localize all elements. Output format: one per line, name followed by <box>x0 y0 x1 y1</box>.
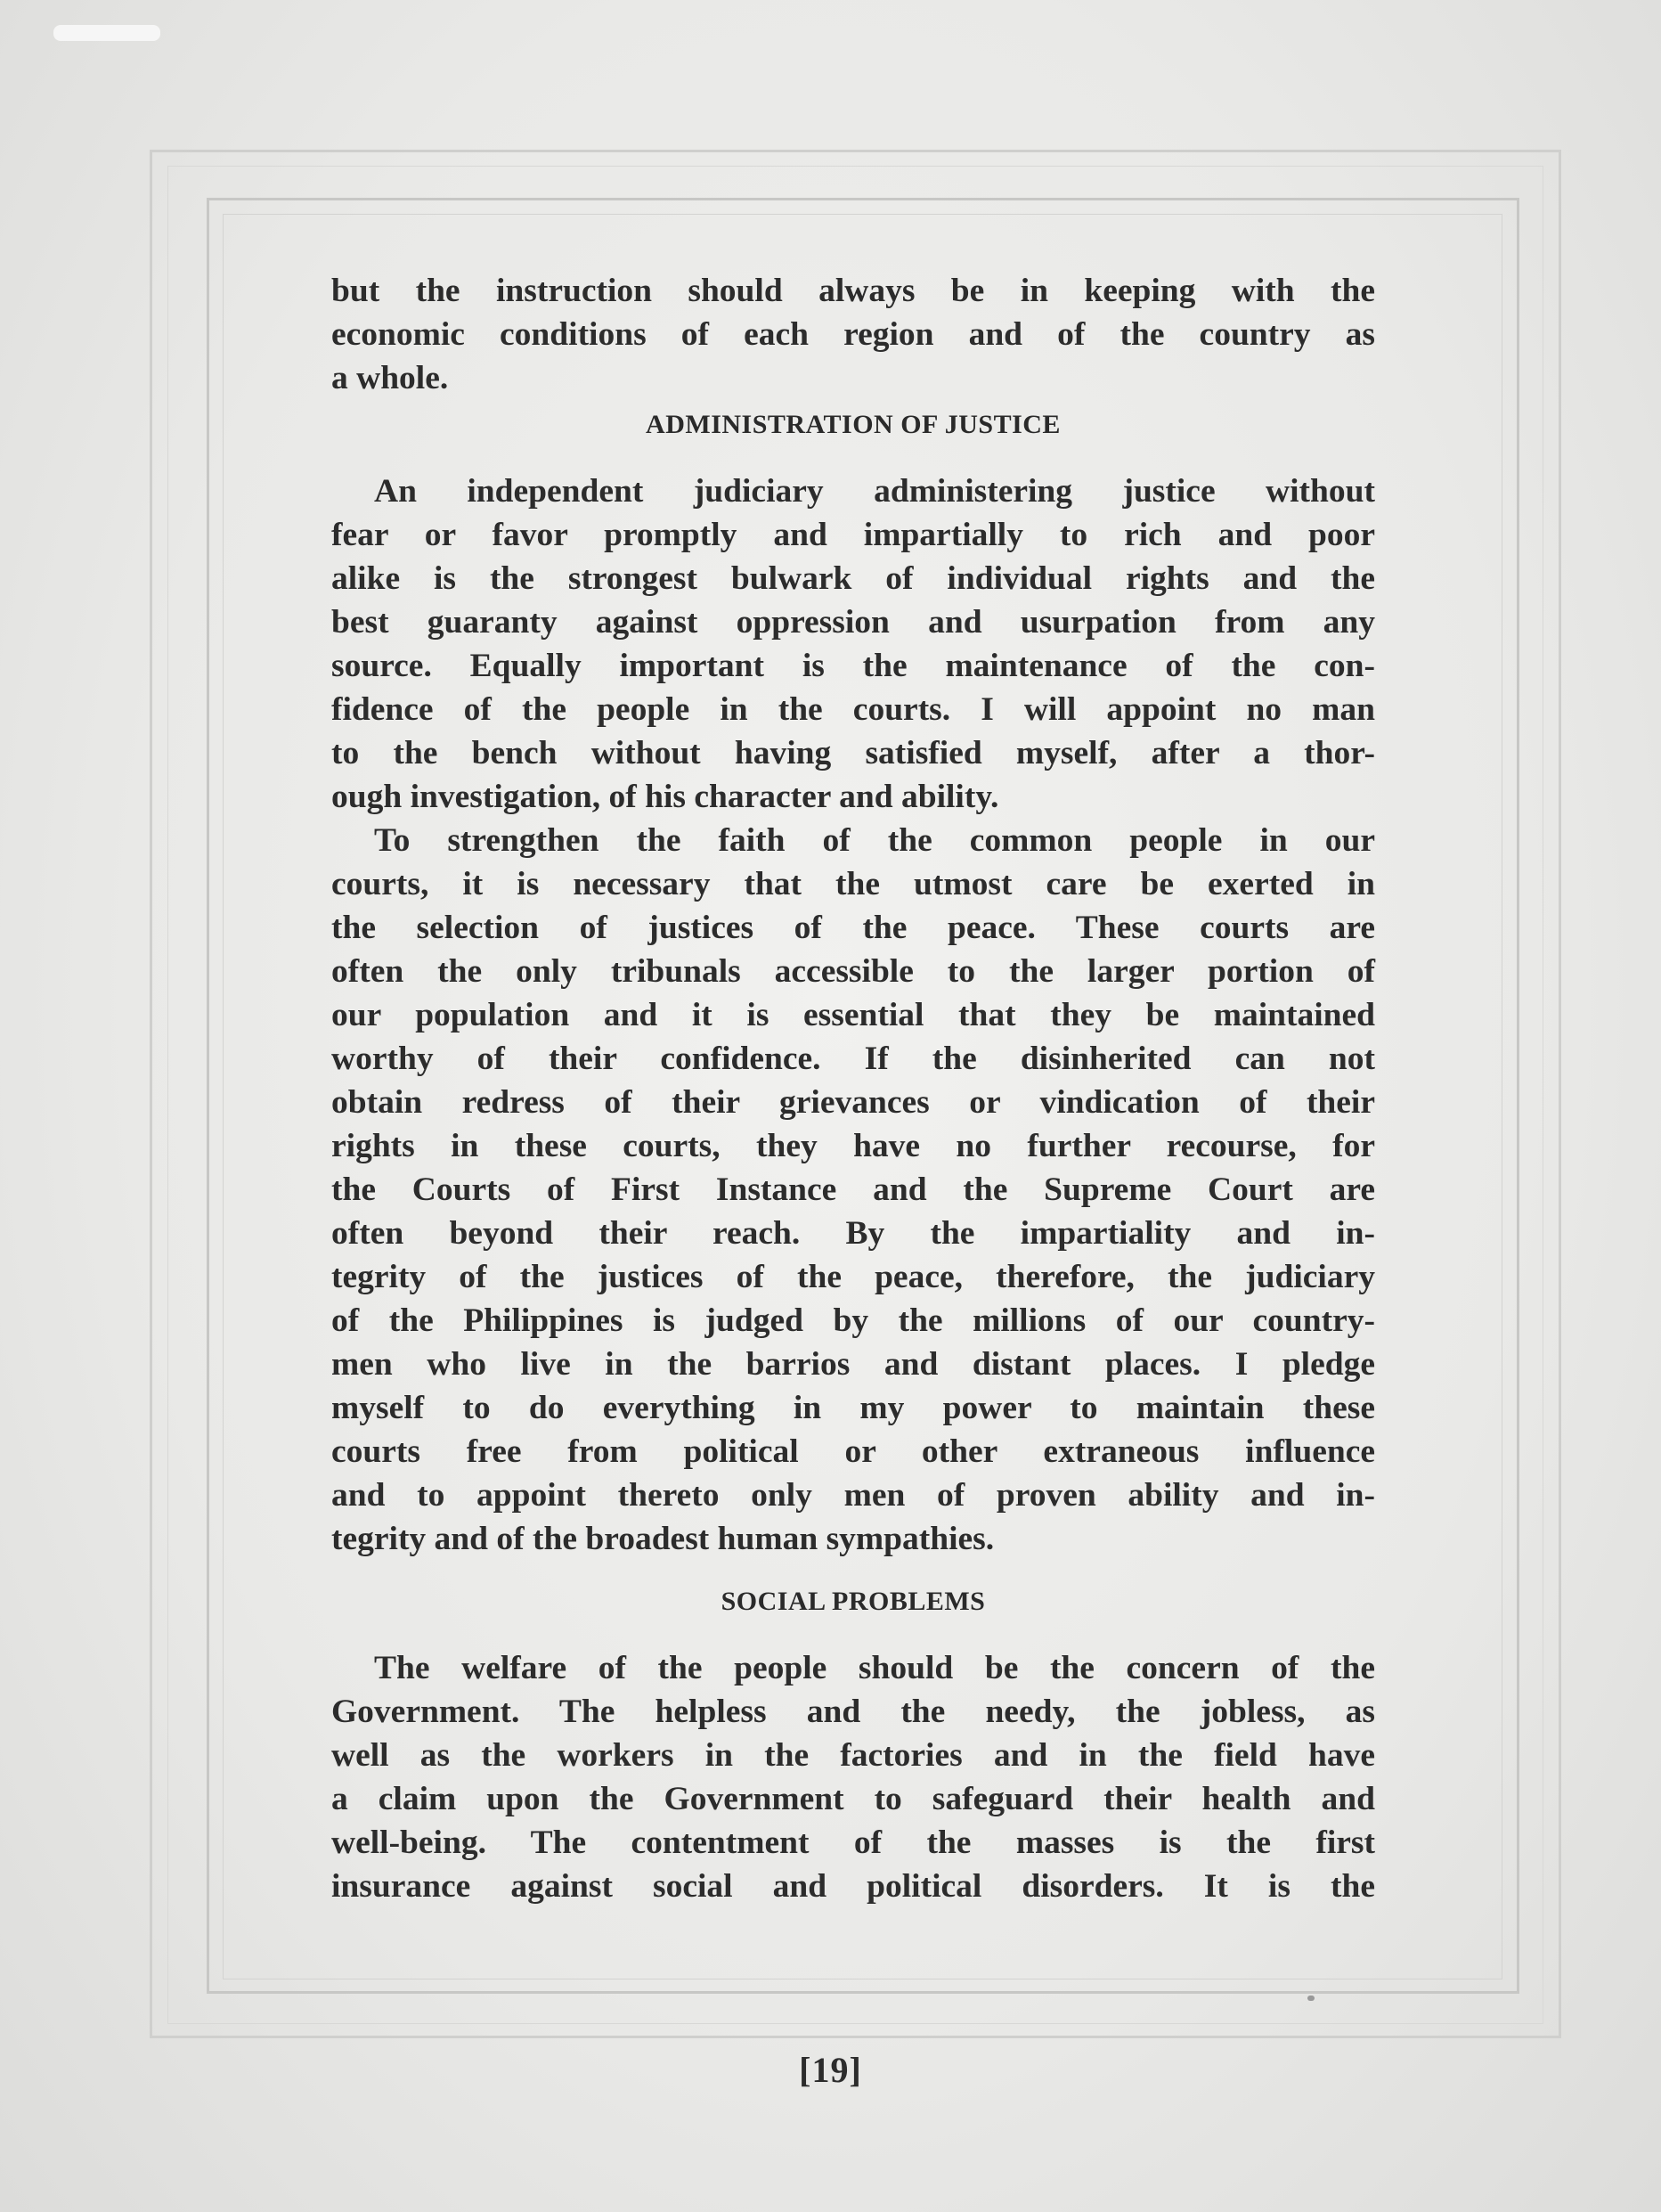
section-heading-justice: ADMINISTRATION OF JUSTICE <box>646 410 1061 439</box>
text-line: To strengthen the faith of the common people in our <box>374 822 1375 859</box>
text-line: An independent judiciary administering justice without <box>374 473 1375 510</box>
text-line: source. Equally important is the maintenance of the con- <box>331 648 1375 684</box>
continued-paragraph <box>331 269 1375 400</box>
text-line: fidence of the people in the courts. I will appoint no man <box>331 691 1375 728</box>
text-line: obtain redress of their grievances or vindication of their <box>331 1084 1375 1121</box>
text-line: ough investigation, of his character and ability. <box>331 779 999 815</box>
text-line: insurance against social and political disorders. It is the <box>331 1868 1375 1905</box>
text-line: worthy of their confidence. If the disinherited can not <box>331 1041 1375 1077</box>
paper-scuff <box>53 25 160 41</box>
text-line: the Courts of First Instance and the Supreme Court are <box>331 1171 1375 1208</box>
text-line: but the instruction should always be in keeping with the <box>331 273 1375 309</box>
text-line: often beyond their reach. By the impartiality and in- <box>331 1215 1375 1252</box>
justice-paragraph-1 <box>331 469 1375 819</box>
text-line: best guaranty against oppression and usurpation from any <box>331 604 1375 641</box>
text-line: The welfare of the people should be the concern of the <box>374 1650 1375 1686</box>
text-line: courts, it is necessary that the utmost care be exerted in <box>331 866 1375 902</box>
text-line: tegrity of the justices of the peace, therefore, the judiciary <box>331 1259 1375 1295</box>
text-line: rights in these courts, they have no further recourse, for <box>331 1128 1375 1164</box>
text-line: economic conditions of each region and of the country as <box>331 316 1375 353</box>
text-line: myself to do everything in my power to maintain these <box>331 1390 1375 1426</box>
text-line: our population and it is essential that they be maintained <box>331 997 1375 1033</box>
page-text <box>331 269 1375 1908</box>
text-line: to the bench without having satisfied myself, after a thor- <box>331 735 1375 771</box>
text-line: the selection of justices of the peace. These courts are <box>331 910 1375 946</box>
text-line: tegrity and of the broadest human sympathies. <box>331 1521 995 1557</box>
text-line: courts free from political or other extraneous influence <box>331 1433 1375 1470</box>
section-heading-social: SOCIAL PROBLEMS <box>721 1587 986 1616</box>
text-line: Government. The helpless and the needy, the jobless, as <box>331 1694 1375 1730</box>
text-line: fear or favor promptly and impartially to rich and poor <box>331 517 1375 553</box>
text-line: a whole. <box>331 360 449 396</box>
text-line: well as the workers in the factories and in the field have <box>331 1737 1375 1774</box>
text-line: often the only tribunals accessible to the larger portion of <box>331 953 1375 990</box>
text-line: well-being. The contentment of the masses is the first <box>331 1824 1375 1861</box>
justice-paragraph-2 <box>331 819 1375 1561</box>
text-line: alike is the strongest bulwark of individual rights and the <box>331 560 1375 597</box>
social-paragraph-1 <box>331 1646 1375 1908</box>
text-line: men who live in the barrios and distant places. I pledge <box>331 1346 1375 1383</box>
text-line: of the Philippines is judged by the millions of our country- <box>331 1302 1375 1339</box>
ink-speck <box>1307 1996 1315 2001</box>
text-line: and to appoint thereto only men of proven ability and in- <box>331 1477 1375 1514</box>
text-line: a claim upon the Government to safeguard their health and <box>331 1781 1375 1817</box>
page-number: [19] <box>799 2050 862 2090</box>
